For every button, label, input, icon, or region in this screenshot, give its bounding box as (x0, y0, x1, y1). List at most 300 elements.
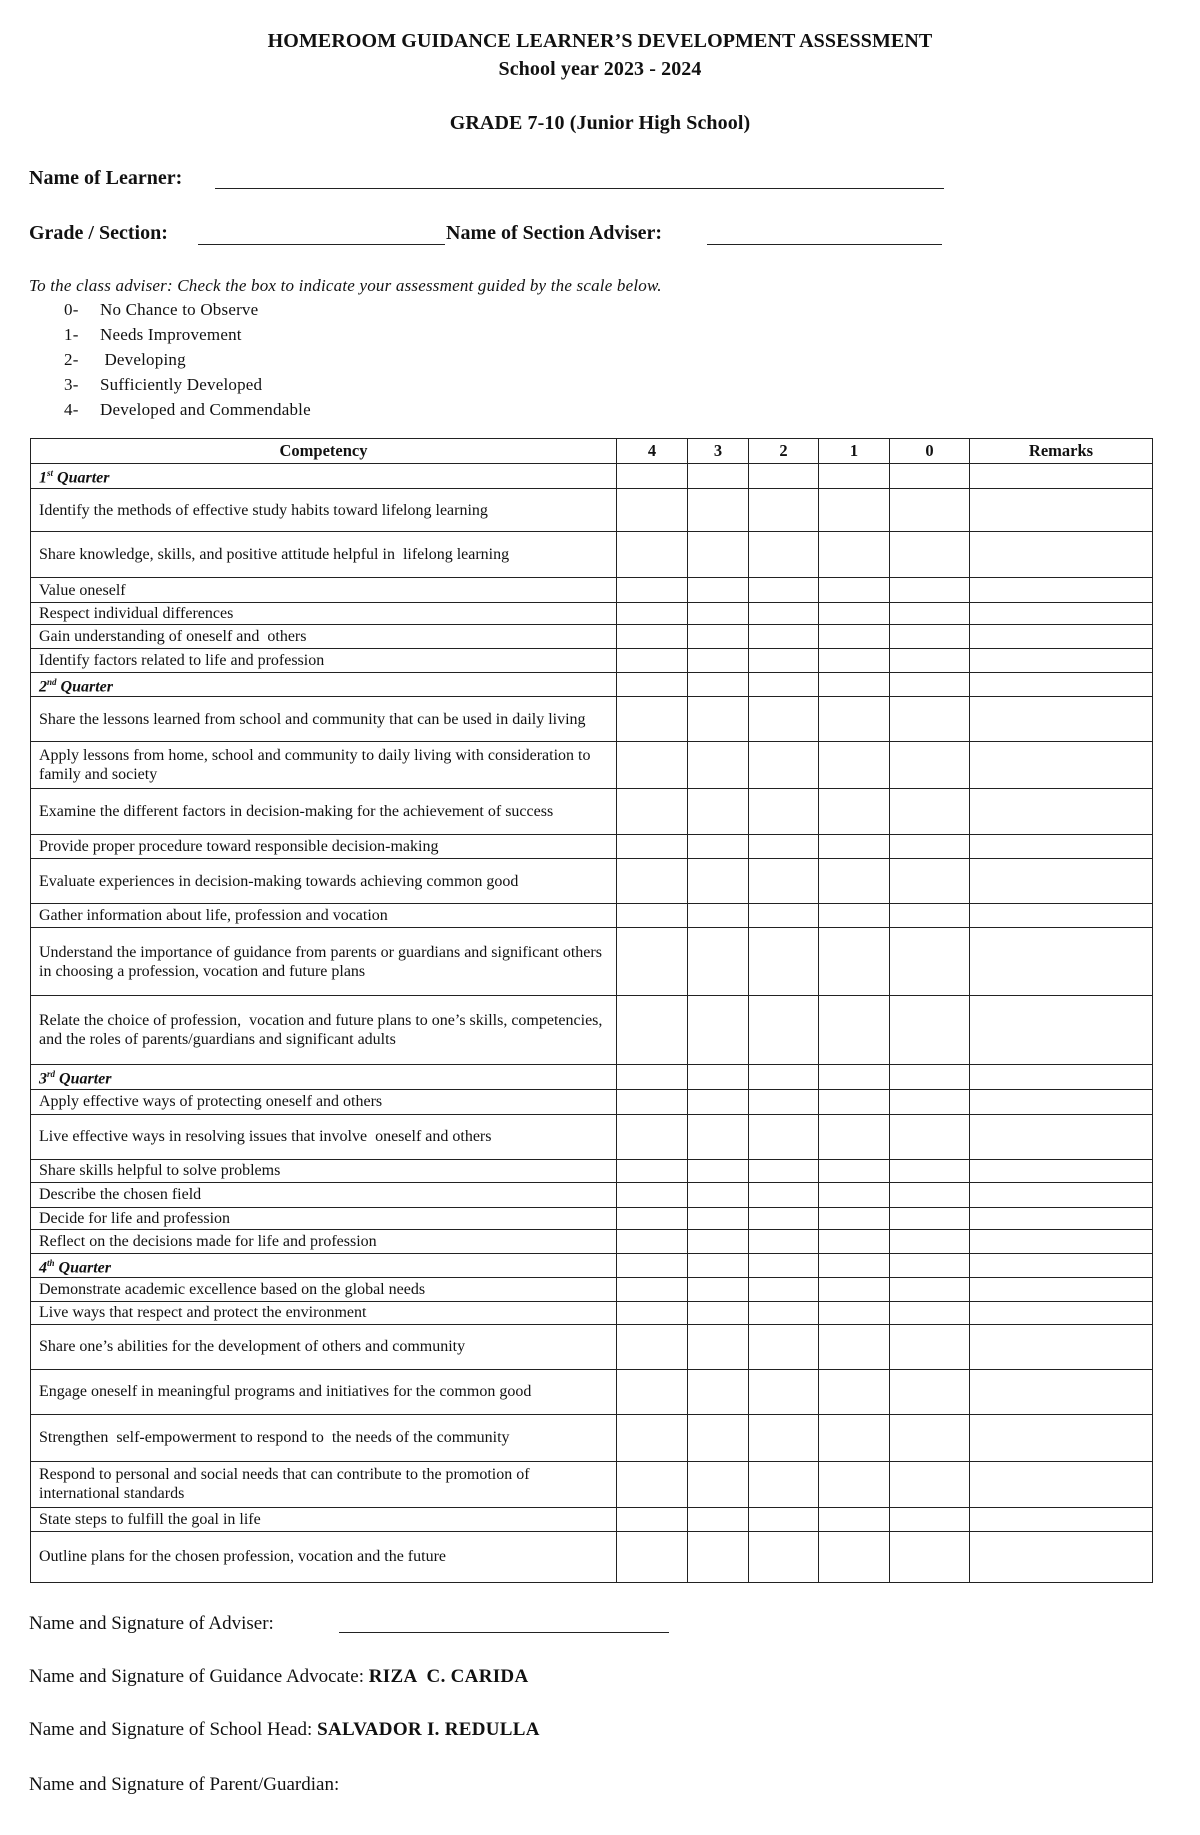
remarks-cell[interactable] (970, 1159, 1153, 1182)
school-head-line (29, 1719, 540, 1741)
table-row (31, 1159, 1153, 1182)
score-3-checkbox[interactable] (688, 1369, 749, 1414)
score-1-checkbox[interactable] (819, 603, 890, 625)
score-4-checkbox[interactable] (617, 859, 688, 904)
guidance-advocate-name: RIZA C. CARIDA (368, 1666, 529, 1687)
score-1-checkbox[interactable] (819, 697, 890, 742)
instructions-text: To the class adviser: Check the box to indicate your assessment guided by the scale below. (29, 276, 662, 295)
score-1-checkbox[interactable] (819, 649, 890, 673)
score-2-checkbox[interactable] (749, 1182, 819, 1207)
score-1-checkbox (819, 673, 890, 697)
score-4-checkbox[interactable] (617, 1229, 688, 1253)
score-2-checkbox[interactable] (749, 1159, 819, 1182)
score-4-checkbox[interactable] (617, 578, 688, 603)
competency-text: Share skills helpful to solve problems (31, 1159, 617, 1182)
score-2-checkbox[interactable] (749, 1414, 819, 1461)
score-4-checkbox[interactable] (617, 1182, 688, 1207)
score-0-checkbox[interactable] (890, 1414, 970, 1461)
grade-section-field[interactable] (198, 244, 445, 245)
score-4-checkbox[interactable] (617, 532, 688, 578)
score-0-checkbox[interactable] (890, 742, 970, 789)
remarks-cell[interactable] (970, 603, 1153, 625)
scale-item-2 (64, 350, 186, 370)
quarter-suffix: st (47, 468, 54, 479)
quarter-header-row (31, 464, 1153, 489)
table-row (31, 1114, 1153, 1159)
score-2-checkbox[interactable] (749, 1229, 819, 1253)
score-1-checkbox[interactable] (819, 1531, 890, 1582)
score-2-checkbox (749, 673, 819, 697)
score-4-checkbox (617, 1065, 688, 1089)
score-1-checkbox[interactable] (819, 1461, 890, 1507)
score-2-checkbox[interactable] (749, 742, 819, 789)
score-2-checkbox[interactable] (749, 928, 819, 996)
scale-item-3 (64, 375, 262, 395)
score-0-checkbox[interactable] (890, 489, 970, 532)
score-1-checkbox[interactable] (819, 789, 890, 835)
quarter-ordinal: 3 (39, 1070, 47, 1088)
score-4-checkbox[interactable] (617, 625, 688, 649)
score-1-checkbox[interactable] (819, 1369, 890, 1414)
quarter-word: Quarter (59, 1070, 112, 1088)
remarks-cell[interactable] (970, 1369, 1153, 1414)
score-2-checkbox[interactable] (749, 789, 819, 835)
column-header-4: 4 (617, 439, 688, 464)
competency-text: Provide proper procedure toward responsible decision-making (31, 835, 617, 859)
quarter-ordinal: 1 (39, 469, 47, 487)
score-0-checkbox[interactable] (890, 928, 970, 996)
remarks-cell[interactable] (970, 835, 1153, 859)
score-2-checkbox[interactable] (749, 1324, 819, 1369)
score-3-checkbox[interactable] (688, 1414, 749, 1461)
competency-text: Value oneself (31, 578, 617, 603)
table-row (31, 649, 1153, 673)
quarter-ordinal: 2 (39, 678, 47, 696)
score-3-checkbox (688, 1253, 749, 1277)
competency-text: Gain understanding of oneself and others (31, 625, 617, 649)
score-1-checkbox[interactable] (819, 1182, 890, 1207)
table-row (31, 1277, 1153, 1301)
score-1-checkbox[interactable] (819, 996, 890, 1065)
quarter-word: Quarter (58, 1258, 111, 1276)
score-1-checkbox[interactable] (819, 1277, 890, 1301)
remarks-cell[interactable] (970, 928, 1153, 996)
score-4-checkbox[interactable] (617, 1369, 688, 1414)
score-1-checkbox[interactable] (819, 1507, 890, 1531)
score-0-checkbox[interactable] (890, 1531, 970, 1582)
competency-text: Understand the importance of guidance from parents or guardians and significant others in choosing a profession, vocation and future plans (31, 928, 617, 996)
quarter-word: Quarter (60, 678, 113, 696)
section-adviser-label: Name of Section Adviser: (446, 222, 663, 244)
remarks-cell[interactable] (970, 1114, 1153, 1159)
score-1-checkbox[interactable] (819, 489, 890, 532)
score-4-checkbox[interactable] (617, 603, 688, 625)
score-0-checkbox[interactable] (890, 996, 970, 1065)
quarter-label (31, 464, 617, 489)
remarks-cell[interactable] (970, 1182, 1153, 1207)
score-4-checkbox[interactable] (617, 789, 688, 835)
remarks-cell[interactable] (970, 859, 1153, 904)
competency-text: Gather information about life, profession and vocation (31, 904, 617, 928)
learner-label: Name of Learner: (29, 167, 183, 189)
score-2-checkbox[interactable] (749, 489, 819, 532)
score-3-checkbox[interactable] (688, 996, 749, 1065)
score-0-checkbox[interactable] (890, 1229, 970, 1253)
score-3-checkbox[interactable] (688, 1531, 749, 1582)
adviser-signature-field[interactable] (339, 1632, 669, 1633)
score-2-checkbox[interactable] (749, 1277, 819, 1301)
competency-text: Relate the choice of profession, vocation and future plans to one’s skills, competencies, and the roles of parents/guardians and significant adults (31, 996, 617, 1065)
competency-text: Decide for life and profession (31, 1207, 617, 1229)
column-header-0: 0 (890, 439, 970, 464)
competency-text: Examine the different factors in decision-making for the achievement of success (31, 789, 617, 835)
score-3-checkbox (688, 464, 749, 489)
score-1-checkbox (819, 464, 890, 489)
remarks-cell[interactable] (970, 1461, 1153, 1507)
table-row (31, 603, 1153, 625)
competency-text: Outline plans for the chosen profession, vocation and the future (31, 1531, 617, 1582)
competency-text: Strengthen self-empowerment to respond to the needs of the community (31, 1414, 617, 1461)
score-2-checkbox[interactable] (749, 996, 819, 1065)
competency-text: Share the lessons learned from school and community that can be used in daily living (31, 697, 617, 742)
score-4-checkbox (617, 1253, 688, 1277)
competency-text: Identify factors related to life and profession (31, 649, 617, 673)
quarter-suffix: nd (47, 677, 57, 687)
scale-label: Sufficiently Developed (100, 375, 263, 394)
remarks-cell[interactable] (970, 489, 1153, 532)
score-0-checkbox[interactable] (890, 1324, 970, 1369)
table-header-row (31, 439, 1153, 464)
score-4-checkbox[interactable] (617, 1324, 688, 1369)
score-3-checkbox[interactable] (688, 904, 749, 928)
score-1-checkbox[interactable] (819, 742, 890, 789)
competency-text: Share knowledge, skills, and positive attitude helpful in lifelong learning (31, 532, 617, 578)
table-row (31, 1207, 1153, 1229)
score-4-checkbox[interactable] (617, 742, 688, 789)
document-title: HOMEROOM GUIDANCE LEARNER’S DEVELOPMENT ASSESSMENT (267, 30, 933, 52)
remarks-cell[interactable] (970, 532, 1153, 578)
score-2-checkbox[interactable] (749, 532, 819, 578)
score-0-checkbox[interactable] (890, 532, 970, 578)
column-header-2: 2 (749, 439, 819, 464)
competency-text: Reflect on the decisions made for life and profession (31, 1229, 617, 1253)
table-row (31, 1301, 1153, 1324)
score-0-checkbox[interactable] (890, 1207, 970, 1229)
competency-text: Apply lessons from home, school and community to daily living with consideration to family and society (31, 742, 617, 789)
remarks-cell[interactable] (970, 578, 1153, 603)
score-0-checkbox (890, 673, 970, 697)
score-0-checkbox[interactable] (890, 1277, 970, 1301)
scale-label: No Chance to Observe (100, 300, 259, 319)
score-3-checkbox[interactable] (688, 742, 749, 789)
score-3-checkbox[interactable] (688, 1207, 749, 1229)
table-row (31, 578, 1153, 603)
competency-table (30, 438, 1153, 1583)
score-3-checkbox[interactable] (688, 1507, 749, 1531)
remarks-cell[interactable] (970, 1277, 1153, 1301)
table-row (31, 1507, 1153, 1531)
scale-item-4 (64, 400, 311, 420)
score-1-checkbox[interactable] (819, 1229, 890, 1253)
table-row (31, 489, 1153, 532)
score-1-checkbox[interactable] (819, 625, 890, 649)
score-0-checkbox[interactable] (890, 1369, 970, 1414)
score-2-checkbox (749, 464, 819, 489)
score-1-checkbox[interactable] (819, 1159, 890, 1182)
score-3-checkbox[interactable] (688, 625, 749, 649)
score-1-checkbox[interactable] (819, 1324, 890, 1369)
score-0-checkbox[interactable] (890, 649, 970, 673)
table-row (31, 532, 1153, 578)
score-3-checkbox[interactable] (688, 928, 749, 996)
competency-text: Apply effective ways of protecting oneself and others (31, 1089, 617, 1114)
score-2-checkbox[interactable] (749, 697, 819, 742)
score-2-checkbox[interactable] (749, 904, 819, 928)
score-1-checkbox[interactable] (819, 1207, 890, 1229)
remarks-cell[interactable] (970, 742, 1153, 789)
table-row (31, 1531, 1153, 1582)
competency-text: Live effective ways in resolving issues that involve oneself and others (31, 1114, 617, 1159)
score-3-checkbox[interactable] (688, 1461, 749, 1507)
remarks-cell (970, 1253, 1153, 1277)
remarks-cell[interactable] (970, 904, 1153, 928)
school-head-name: SALVADOR I. REDULLA (317, 1719, 540, 1740)
parent-signature-label: Name and Signature of Parent/Guardian: (29, 1774, 340, 1795)
score-4-checkbox (617, 673, 688, 697)
score-3-checkbox[interactable] (688, 835, 749, 859)
score-4-checkbox[interactable] (617, 1507, 688, 1531)
score-4-checkbox[interactable] (617, 928, 688, 996)
remarks-cell[interactable] (970, 996, 1153, 1065)
score-1-checkbox[interactable] (819, 532, 890, 578)
score-0-checkbox[interactable] (890, 1182, 970, 1207)
score-2-checkbox[interactable] (749, 1369, 819, 1414)
scale-item-1 (64, 325, 242, 345)
score-1-checkbox[interactable] (819, 928, 890, 996)
score-3-checkbox[interactable] (688, 532, 749, 578)
score-2-checkbox[interactable] (749, 1089, 819, 1114)
scale-number: 2- (64, 350, 79, 369)
remarks-cell[interactable] (970, 1301, 1153, 1324)
table-row (31, 1324, 1153, 1369)
score-2-checkbox[interactable] (749, 603, 819, 625)
score-0-checkbox[interactable] (890, 904, 970, 928)
score-1-checkbox[interactable] (819, 835, 890, 859)
score-1-checkbox[interactable] (819, 578, 890, 603)
score-3-checkbox[interactable] (688, 789, 749, 835)
column-header-competency: Competency (31, 439, 617, 464)
table-row (31, 625, 1153, 649)
grade-section-label: Grade / Section: (29, 222, 168, 244)
score-3-checkbox[interactable] (688, 1301, 749, 1324)
score-2-checkbox[interactable] (749, 649, 819, 673)
score-3-checkbox[interactable] (688, 1182, 749, 1207)
score-2-checkbox (749, 1253, 819, 1277)
remarks-cell[interactable] (970, 697, 1153, 742)
guidance-advocate-line (29, 1666, 528, 1688)
score-0-checkbox[interactable] (890, 1461, 970, 1507)
score-0-checkbox[interactable] (890, 1159, 970, 1182)
score-4-checkbox[interactable] (617, 1301, 688, 1324)
score-0-checkbox[interactable] (890, 1301, 970, 1324)
score-4-checkbox[interactable] (617, 697, 688, 742)
score-2-checkbox[interactable] (749, 835, 819, 859)
score-2-checkbox[interactable] (749, 1507, 819, 1531)
score-4-checkbox (617, 464, 688, 489)
score-3-checkbox[interactable] (688, 859, 749, 904)
remarks-cell[interactable] (970, 625, 1153, 649)
score-4-checkbox[interactable] (617, 489, 688, 532)
score-4-checkbox[interactable] (617, 996, 688, 1065)
score-4-checkbox[interactable] (617, 1114, 688, 1159)
score-1-checkbox[interactable] (819, 1114, 890, 1159)
score-0-checkbox[interactable] (890, 578, 970, 603)
table-row (31, 904, 1153, 928)
table-row (31, 1461, 1153, 1507)
remarks-cell[interactable] (970, 1324, 1153, 1369)
learner-name-field[interactable] (215, 188, 944, 189)
score-3-checkbox[interactable] (688, 603, 749, 625)
score-3-checkbox[interactable] (688, 489, 749, 532)
score-0-checkbox[interactable] (890, 859, 970, 904)
score-3-checkbox[interactable] (688, 1089, 749, 1114)
score-4-checkbox[interactable] (617, 1159, 688, 1182)
scale-label: Developing (100, 350, 186, 369)
table-row (31, 1089, 1153, 1114)
remarks-cell[interactable] (970, 649, 1153, 673)
score-0-checkbox[interactable] (890, 1114, 970, 1159)
score-0-checkbox[interactable] (890, 1507, 970, 1531)
scale-label: Needs Improvement (100, 325, 242, 344)
quarter-header-row (31, 1065, 1153, 1089)
table-row (31, 928, 1153, 996)
column-header-1: 1 (819, 439, 890, 464)
score-0-checkbox[interactable] (890, 1089, 970, 1114)
score-1-checkbox[interactable] (819, 859, 890, 904)
table-row (31, 1182, 1153, 1207)
score-1-checkbox[interactable] (819, 1089, 890, 1114)
score-2-checkbox[interactable] (749, 625, 819, 649)
remarks-cell[interactable] (970, 1507, 1153, 1531)
score-1-checkbox[interactable] (819, 1301, 890, 1324)
score-0-checkbox[interactable] (890, 789, 970, 835)
score-0-checkbox[interactable] (890, 835, 970, 859)
table-row (31, 859, 1153, 904)
score-2-checkbox[interactable] (749, 578, 819, 603)
score-4-checkbox[interactable] (617, 904, 688, 928)
score-2-checkbox[interactable] (749, 1114, 819, 1159)
quarter-suffix: th (47, 1257, 55, 1268)
competency-text: Identify the methods of effective study habits toward lifelong learning (31, 489, 617, 532)
competency-text: Respect individual differences (31, 603, 617, 625)
score-4-checkbox[interactable] (617, 1531, 688, 1582)
remarks-cell[interactable] (970, 1414, 1153, 1461)
table-row (31, 1229, 1153, 1253)
guidance-advocate-label: Name and Signature of Guidance Advocate: (29, 1666, 365, 1687)
quarter-word: Quarter (57, 469, 110, 487)
score-2-checkbox[interactable] (749, 1461, 819, 1507)
remarks-cell[interactable] (970, 1207, 1153, 1229)
adviser-signature-label: Name and Signature of Adviser: (29, 1613, 274, 1634)
table-row (31, 789, 1153, 835)
column-header-remarks: Remarks (970, 439, 1153, 464)
score-3-checkbox[interactable] (688, 1229, 749, 1253)
competency-text: Evaluate experiences in decision-making towards achieving common good (31, 859, 617, 904)
scale-number: 1- (64, 325, 79, 344)
score-2-checkbox (749, 1065, 819, 1089)
score-3-checkbox[interactable] (688, 578, 749, 603)
score-2-checkbox[interactable] (749, 1207, 819, 1229)
school-year: School year 2023 - 2024 (498, 58, 702, 80)
remarks-cell (970, 1065, 1153, 1089)
score-2-checkbox[interactable] (749, 859, 819, 904)
score-0-checkbox (890, 1253, 970, 1277)
score-0-checkbox[interactable] (890, 625, 970, 649)
table-row (31, 1414, 1153, 1461)
table-row (31, 835, 1153, 859)
score-0-checkbox (890, 464, 970, 489)
score-4-checkbox[interactable] (617, 835, 688, 859)
quarter-label (31, 1253, 617, 1277)
competency-text: Live ways that respect and protect the environment (31, 1301, 617, 1324)
remarks-cell[interactable] (970, 1089, 1153, 1114)
competency-text: Respond to personal and social needs that can contribute to the promotion of international standards (31, 1461, 617, 1507)
section-adviser-field[interactable] (707, 244, 942, 245)
score-4-checkbox[interactable] (617, 1207, 688, 1229)
remarks-cell (970, 464, 1153, 489)
score-3-checkbox (688, 1065, 749, 1089)
competency-text: Demonstrate academic excellence based on the global needs (31, 1277, 617, 1301)
competency-text: Share one’s abilities for the development of others and community (31, 1324, 617, 1369)
scale-number: 4- (64, 400, 79, 419)
competency-text: Engage oneself in meaningful programs and initiatives for the common good (31, 1369, 617, 1414)
score-4-checkbox[interactable] (617, 1414, 688, 1461)
quarter-label (31, 673, 617, 697)
score-1-checkbox[interactable] (819, 1414, 890, 1461)
score-2-checkbox[interactable] (749, 1301, 819, 1324)
quarter-header-row (31, 673, 1153, 697)
score-4-checkbox[interactable] (617, 1089, 688, 1114)
score-0-checkbox[interactable] (890, 697, 970, 742)
score-3-checkbox[interactable] (688, 1277, 749, 1301)
grade-level: GRADE 7-10 (Junior High School) (449, 112, 751, 134)
score-3-checkbox[interactable] (688, 697, 749, 742)
school-head-label: Name and Signature of School Head: (29, 1719, 313, 1740)
score-1-checkbox[interactable] (819, 904, 890, 928)
scale-label: Developed and Commendable (100, 400, 311, 419)
table-row (31, 1369, 1153, 1414)
score-3-checkbox[interactable] (688, 1114, 749, 1159)
scale-number: 0- (64, 300, 79, 319)
competency-text: Describe the chosen field (31, 1182, 617, 1207)
score-2-checkbox[interactable] (749, 1531, 819, 1582)
score-0-checkbox (890, 1065, 970, 1089)
score-4-checkbox[interactable] (617, 1277, 688, 1301)
score-4-checkbox[interactable] (617, 649, 688, 673)
competency-text: State steps to fulfill the goal in life (31, 1507, 617, 1531)
remarks-cell[interactable] (970, 789, 1153, 835)
score-0-checkbox[interactable] (890, 603, 970, 625)
score-3-checkbox[interactable] (688, 1159, 749, 1182)
quarter-suffix: rd (47, 1069, 56, 1080)
table-row (31, 742, 1153, 789)
score-3-checkbox[interactable] (688, 1324, 749, 1369)
score-3-checkbox[interactable] (688, 649, 749, 673)
score-4-checkbox[interactable] (617, 1461, 688, 1507)
remarks-cell[interactable] (970, 1531, 1153, 1582)
scale-number: 3- (64, 375, 79, 394)
remarks-cell[interactable] (970, 1229, 1153, 1253)
